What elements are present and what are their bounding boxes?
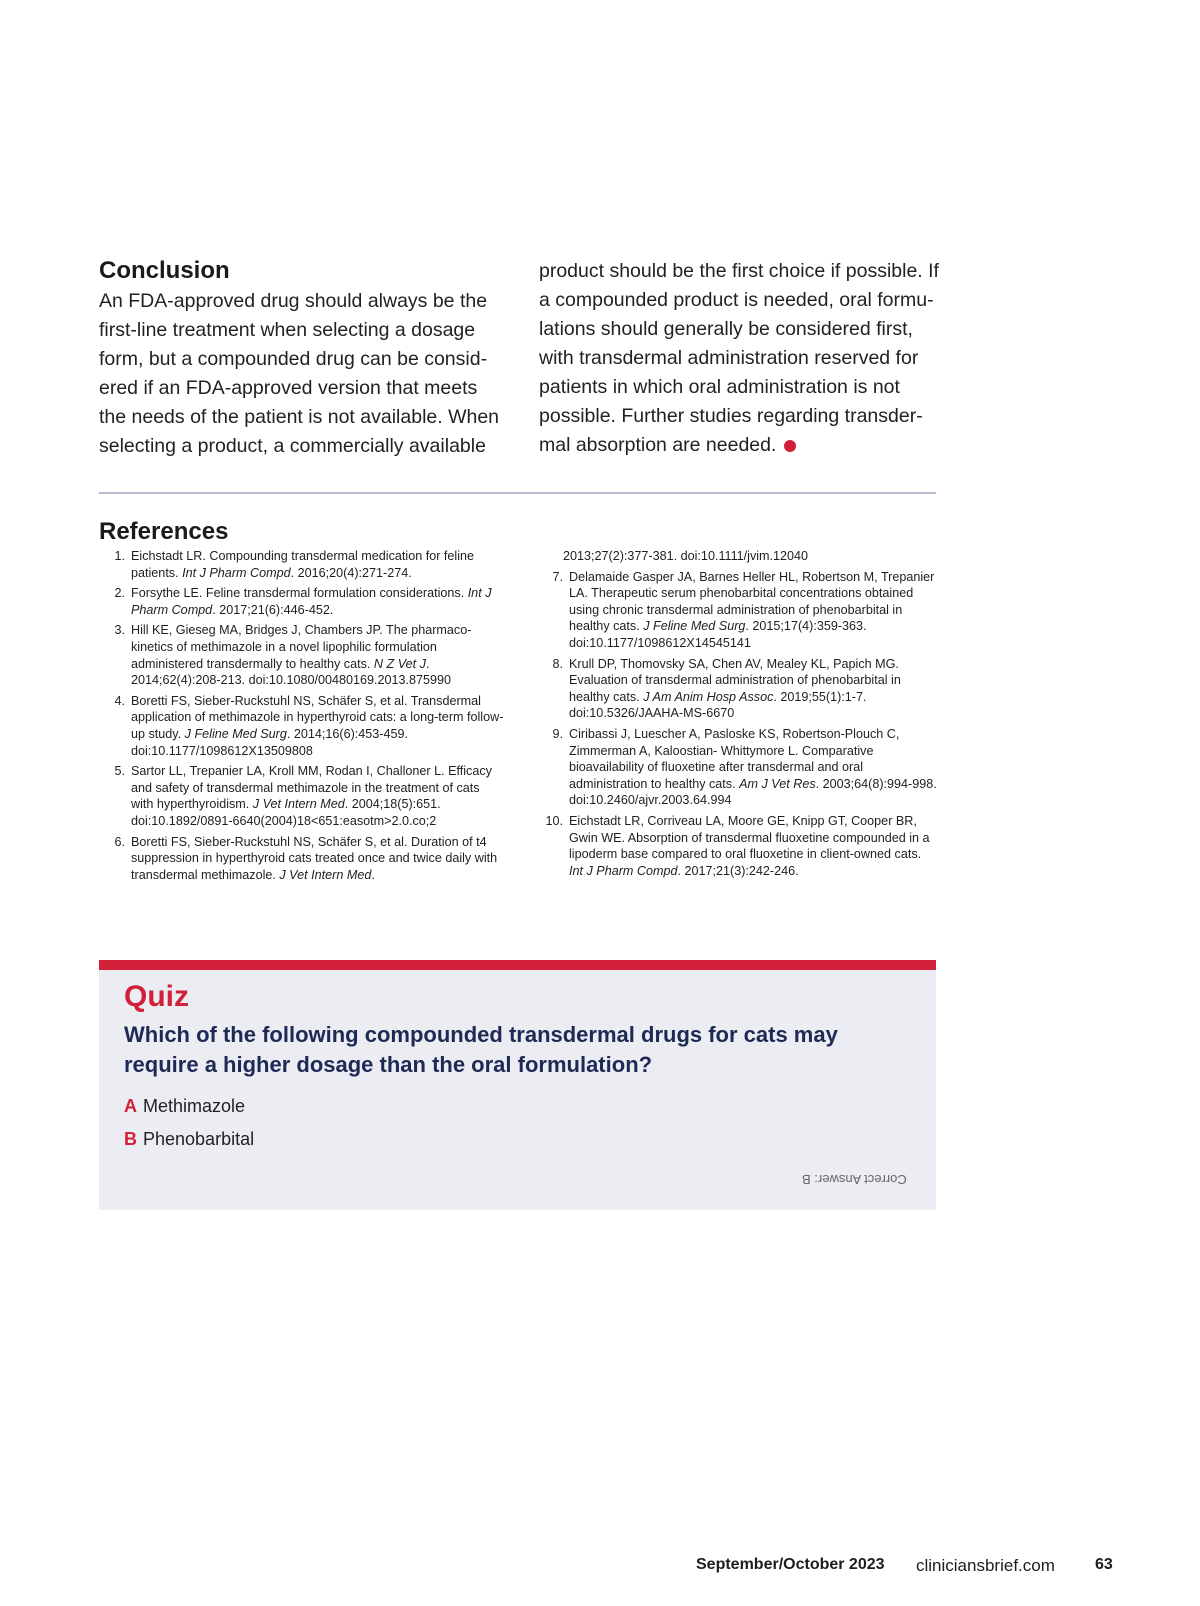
conclusion-line: mal absorption are needed. [539, 434, 777, 456]
reference-number: 10. [545, 813, 563, 828]
conclusion-line: the needs of the patient is not available. When [99, 406, 500, 428]
reference-item [537, 813, 937, 879]
reference-journal: J Am Anim Hosp Assoc [643, 689, 774, 704]
quiz-option-label: Methimazole [143, 1096, 246, 1116]
conclusion-left-column [99, 257, 499, 461]
conclusion-line: with transdermal administration reserved for [539, 347, 919, 369]
reference-journal: Int J Pharm Compd [131, 586, 492, 617]
reference-text: Boretti FS, Sieber-Ruckstuhl NS, Schäfer S, et al. Transdermal application of methimazole in hyperthyroid cats: a long-term follow-up study. [131, 693, 504, 741]
reference-citation: . 2015;17(4):359-363. doi:10.1177/1098612X14545141 [569, 619, 867, 650]
references-column-right [537, 548, 937, 883]
conclusion-heading: Conclusion [99, 257, 230, 284]
reference-text: Krull DP, Thomovsky SA, Chen AV, Mealey KL, Papich MG. Evaluation of transdermal administration of phenobarbital in healthy cats. [569, 656, 901, 704]
section-divider [99, 492, 936, 494]
conclusion-line: a compounded product is needed, oral formu- [539, 289, 934, 311]
footer-issue-date: September/October 2023 [696, 1556, 885, 1573]
quiz-option-label: Phenobarbital [143, 1129, 255, 1149]
reference-citation: . 2017;21(6):446-452. [212, 602, 334, 617]
reference-journal: Int J Pharm Compd [182, 565, 291, 580]
reference-citation: . 2016;20(4):271-274. [290, 565, 412, 580]
reference-text: Ciribassi J, Luescher A, Pasloske KS, Robertson-Plouch C, Zimmerman A, Kaloostian- Whittymore L. Comparative bioavailability of fluoxetine after transdermal and oral administration to healthy cats. [569, 726, 900, 791]
conclusion-line: An FDA-approved drug should always be the [99, 290, 488, 312]
reference-continuation: 2013;27(2):377-381. doi:10.1111/jvim.12040 [563, 549, 809, 563]
reference-item [537, 726, 937, 809]
conclusion-right-column [539, 257, 949, 460]
conclusion-line-last [539, 431, 949, 460]
reference-item [99, 585, 504, 618]
reference-number: 3. [114, 623, 125, 638]
references-column-left [99, 548, 504, 887]
reference-citation: . 2004;18(5):651. doi:10.1892/0891-6640(2004)18<651:easotm>2.0.co;2 [131, 797, 441, 828]
reference-citation: . 2019;55(1):1-7. doi:10.5326/JAAHA-MS-6670 [569, 689, 867, 721]
conclusion-line: patients in which oral administration is not [539, 376, 900, 398]
reference-item [99, 622, 504, 688]
reference-number: 6. [114, 834, 125, 849]
reference-text: Eichstadt LR, Corriveau LA, Moore GE, Knipp GT, Cooper BR, Gwin WE. Absorption of transdermal fluoxetine compounded in a lipoderm base compared to oral fluoxetine in client-owned cats. [569, 813, 930, 862]
reference-journal: Am J Vet Res [739, 776, 816, 791]
reference-citation: . 2014;16(6):453-459. doi:10.1177/1098612X13509808 [131, 726, 409, 758]
reference-number: 9. [552, 726, 563, 741]
reference-item [99, 763, 504, 829]
reference-number: 5. [114, 764, 125, 779]
reference-citation: . 2003;64(8):994-998. doi:10.2460/ajvr.2003.64.994 [569, 776, 937, 808]
reference-item [99, 548, 504, 581]
reference-item [537, 656, 937, 722]
footer-website: cliniciansbrief.com [916, 1556, 1055, 1575]
reference-text: Hill KE, Gieseg MA, Bridges J, Chambers JP. The pharmaco-kinetics of methimazole in a novel lipophilic formulation administered transdermally to healthy cats. [131, 623, 472, 671]
references-heading: References [99, 518, 229, 545]
conclusion-line: first-line treatment when selecting a dosage [99, 319, 476, 341]
reference-journal: J Feline Med Surg [184, 726, 287, 741]
reference-item [99, 834, 504, 884]
reference-number: 4. [114, 693, 125, 708]
reference-journal: J Feline Med Surg [643, 619, 746, 634]
quiz-question: Which of the following compounded transdermal drugs for cats may require a higher dosage than the oral formulation? [124, 1022, 838, 1077]
reference-journal: J Vet Intern Med [252, 797, 345, 812]
quiz-correct-answer: Correct Answer: B [802, 1172, 907, 1187]
reference-citation: . 2017;21(3):242-246. [677, 863, 799, 878]
reference-text: Sartor LL, Trepanier LA, Kroll MM, Rodan I, Challoner L. Efficacy and safety of transdermal methimazole in the treatment of cats with hyperthyroidism. [131, 764, 492, 812]
reference-number: 7. [552, 569, 563, 584]
reference-number: 1. [114, 549, 125, 563]
reference-text: Eichstadt LR. Compounding transdermal medication for feline patients. [131, 549, 475, 580]
reference-item [537, 569, 937, 652]
reference-text: Delamaide Gasper JA, Barnes Heller HL, Robertson M, Trepanier LA. Therapeutic serum phenobarbital concentrations obtained using chronic transdermal administration of phenobarbital in healthy cats. [569, 569, 935, 634]
conclusion-line: selecting a product, a commercially available [99, 435, 486, 457]
reference-text: Boretti FS, Sieber-Ruckstuhl NS, Schäfer S, et al. Duration of t4 suppression in hyperthyroid cats treated once and twice daily with transdermal methimazole. [131, 834, 498, 882]
conclusion-line: form, but a compounded drug can be consid- [99, 348, 488, 370]
reference-citation: . [371, 867, 375, 882]
reference-journal: N Z Vet J [373, 656, 426, 671]
end-of-article-dot-icon [784, 440, 796, 452]
quiz-option-letter: A [124, 1096, 137, 1116]
quiz-option-a [124, 1096, 245, 1117]
quiz-option-b [124, 1129, 254, 1150]
conclusion-line: product should be the first choice if possible. If [539, 260, 939, 282]
reference-citation: . 2014;62(4):208-213. doi:10.1080/00480169.2013.875990 [131, 656, 452, 688]
reference-journal: J Vet Intern Med [279, 867, 372, 882]
reference-item [99, 693, 504, 759]
page-number: 63 [1095, 1556, 1113, 1573]
conclusion-line: possible. Further studies regarding transder- [539, 405, 923, 427]
reference-number: 8. [552, 656, 563, 671]
reference-number: 2. [114, 586, 125, 601]
conclusion-line: ered if an FDA-approved version that meets [99, 377, 478, 399]
reference-text: Forsythe LE. Feline transdermal formulation considerations. [131, 586, 465, 601]
quiz-title: Quiz [124, 980, 189, 1013]
quiz-option-letter: B [124, 1129, 137, 1149]
reference-journal: Int J Pharm Compd [569, 863, 678, 878]
conclusion-line: lations should generally be considered first, [539, 318, 913, 340]
